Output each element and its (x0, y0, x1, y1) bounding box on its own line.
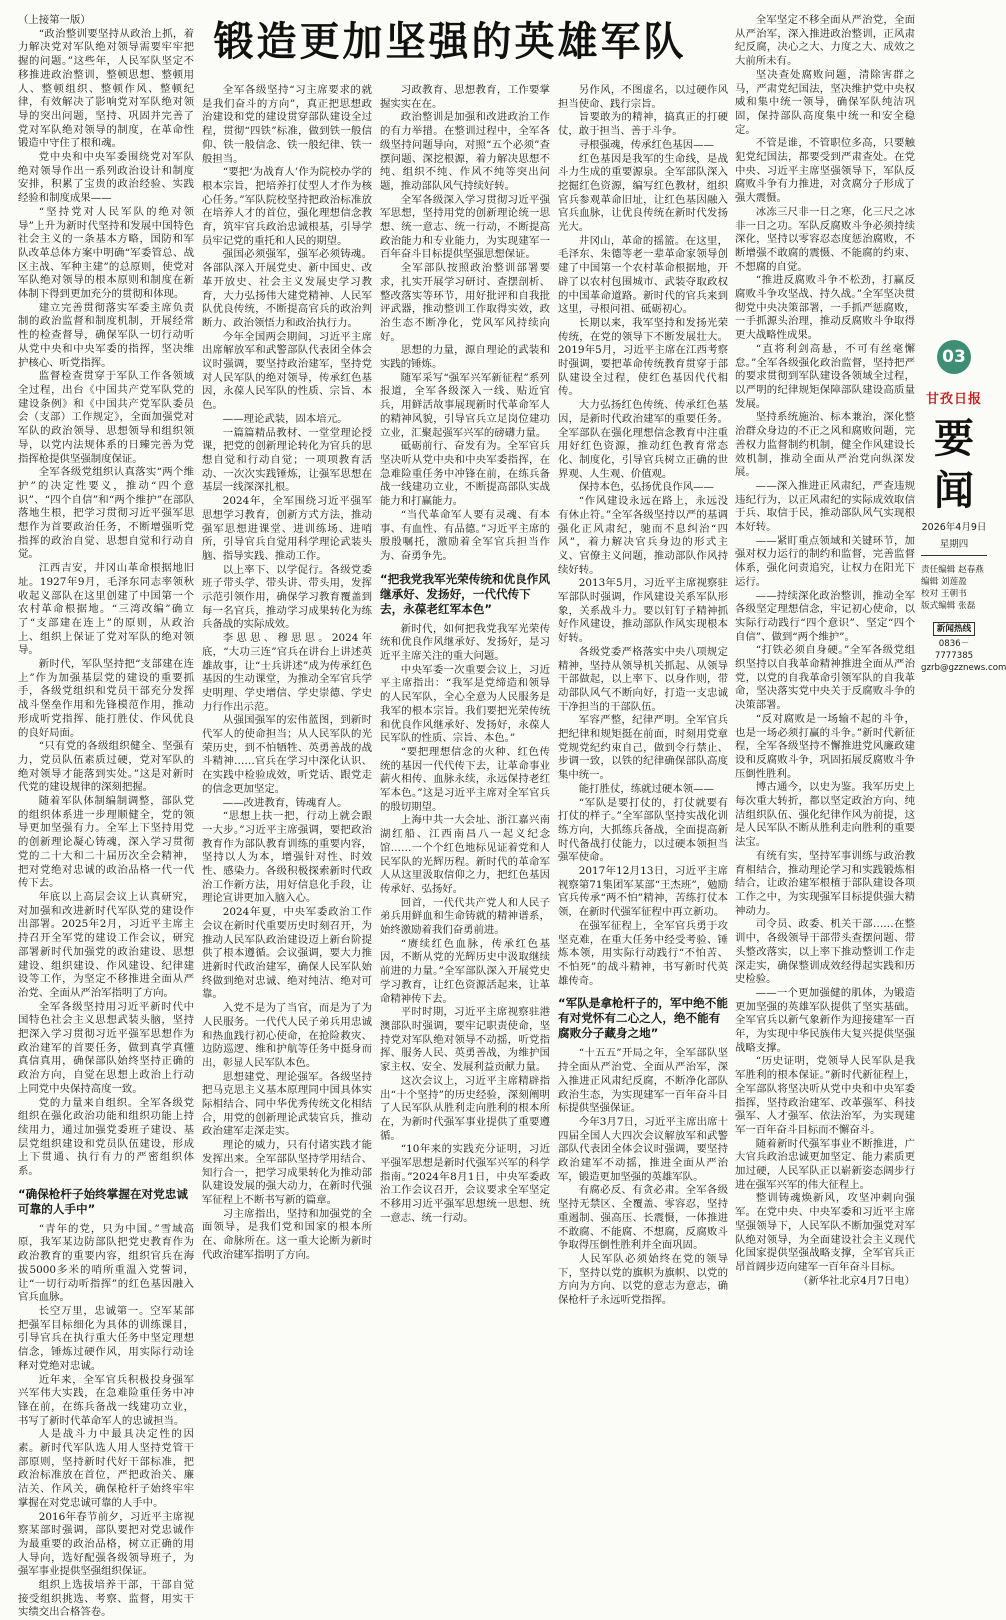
staff-line: 责任编辑 赵春燕 (921, 565, 984, 575)
news-hotline (921, 622, 1006, 674)
paragraph: 2024年，全军围绕习近平强军思想学习教育，创新方式方法，推动强军思想进课堂、进训练场、进哨所，引导官兵自觉用科学理论武装头脑、指导实践、推动工作。 (202, 495, 372, 562)
paragraph: 全军各级党组织认真落实“两个维护”的决定性要义，推动“四个意识”、“四个自信”和“两个维护”在部队落地生根，把学习贯彻习近平强军思想作为首要政治任务，不断增强听党指挥的政治自觉、思想自觉和行动自觉。 (18, 466, 194, 561)
paragraph: 党的力量来自组织。全军各级党组织在强化政治功能和组织功能上持续用力，通过加强党委班子建设、基层党组织建设和党员队伍建设，形成上下贯通、执行有力的严密组织体系。 (18, 1096, 194, 1178)
paragraph: 回首，一代代共产党人和人民子弟兵用鲜血和生命铸就的精神谱系，始终激励着我们奋勇前进。 (380, 896, 550, 937)
newspaper-masthead: 甘孜日报 (925, 392, 982, 407)
paragraph: “思想上扶一把，行动上就会跟一大步。”习近平主席强调，要把政治教育作为部队教育训练的重要内容，坚持以人为本，增强针对性、时效性、感染力。各级积极探索新时代政治工作新方法，用好信息化手段，让理论宣讲更加入脑入心。 (202, 810, 372, 905)
paragraph: “十五五”开局之年，全军部队坚持全面从严治党、全面从严治军，深入推进正风肃纪反腐，不断净化部队政治生态，为实现建军一百年奋斗目标提供坚强保证。 (558, 1047, 728, 1115)
paragraph: 思想的力量，源自理论的武装和实践的锤炼。 (380, 344, 550, 371)
paragraph: 2013年5月，习近平主席视察驻军部队时强调，作风建设关系军队形象，关系战斗力。要以钉钉子精神抓好作风建设，推动部队作风实现根本好转。 (558, 577, 728, 645)
section-name: 要闻 (934, 416, 974, 514)
paragraph: 能打胜仗，练就过硬本领—— (578, 782, 714, 795)
paragraph: “要把理想信念的火种、红色传统的基因一代代传下去，让革命事业薪火相传、血脉永续，永远保持老红军本色。”这是习近平主席对全军官兵的殷切期望。 (380, 745, 550, 813)
paragraph: 随军采写“强军兴军新征程”系列报道，全军各级深入一线、贴近官兵，用鲜活故事展现新时代革命军人的精神风貌，引导官兵立足岗位建功立业，汇聚起强军兴军的磅礴力量。 (380, 371, 550, 439)
issue-weekday: 星期四 (939, 539, 969, 550)
hotline-phone: 0836－7777385 (934, 639, 974, 661)
paragraph: 全军各级坚持“习主席要求的就是我们奋斗的方向”，真正把思想政治建设和党的建设贯穿部队建设全过程，贯彻“四铁”标准，做到铁一般信仰、铁一般信念、铁一般纪律、铁一般担当。 (202, 84, 372, 165)
paragraph: 习政教育、思想教育，工作要掌握实实在在。 (380, 84, 550, 110)
paragraph: 整训铸魂焕新风，攻坚冲刺向强军。在党中央、中央军委和习近平主席坚强领导下，人民军队不断加强党对军队绝对领导，为全面建设社会主义现代化国家提供坚强战略支撑，全军官兵正昂首阔步迈向建军一百年奋斗目标。 (735, 1192, 915, 1273)
paragraph: “推进反腐败斗争不松劲，打赢反腐败斗争攻坚战、持久战。”全军坚决贯彻党中央决策部署，一手抓严惩腐败，一手抓源头治理，推动反腐败斗争取得更大战略性成果。 (735, 274, 915, 342)
paragraph: 2024年夏，中央军委政治工作会议在新时代重要历史时刻召开，为推动人民军队政治建设迈上新台阶提供了根本遵循。会议强调，要大力推进新时代政治建军，确保人民军队始终做到绝对忠诚、绝对纯洁、绝对可靠。 (202, 906, 372, 1001)
paragraph: 大力弘扬红色传统、传承红色基因，是新时代政治建军的重要任务。全军部队在强化理想信念教育中注重用好红色资源，推动红色教育常态化、制度化，引导官兵树立正确的世界观、人生观、价值观。 (558, 399, 728, 480)
paragraph: “要把‘为战育人’作为院校办学的根本宗旨，把培养打仗型人才作为核心任务。”军队院校坚持把政治标准放在培养人才的首位，强化理想信念教育，筑牢官兵政治忠诚根基，引导学员牢记党的重托和人民的期望。 (202, 166, 372, 247)
paragraph: 新时代，军队坚持把“支部建在连上”作为加强基层党的建设的重要抓手，各级党组织和党员干部充分发挥战斗堡垒作用和先锋模范作用，推动形成听党指挥、能打胜仗、作风优良的良好局面。 (18, 658, 194, 739)
paragraph: ——深入推进正风肃纪，严查违规违纪行为，以正风肃纪的实际成效取信于兵、取信于民，推动部队风气实现根本好转。 (735, 479, 915, 534)
paragraph: 坚决查处腐败问题，清除害群之马，严肃党纪国法，坚决维护党中央权威和集中统一领导，确保军队纯洁巩固，保持部队高度集中统一和安全稳定。 (735, 68, 915, 136)
page-number-badge: 03 (937, 340, 971, 374)
paragraph: 人民军队必须始终在党的领导下，坚持以党的旗帜为旗帜、以党的方向为方向、以党的意志为意志，确保枪杆子永远听党指挥。 (558, 1252, 728, 1307)
paragraph: “历史证明，党领导人民军队是我军胜利的根本保证。”新时代新征程上，全军部队将坚决听从党中央和中央军委指挥，坚持政治建军、改革强军、科技强军、人才强军、依法治军，为实现建军一百年奋斗目标而不懈奋斗。 (735, 1055, 915, 1136)
paragraph: “青年的党，只为中国。”雪域高原，我军某边防部队把党史教育作为政治教育的重要内容，组织官兵在海拔5000多米的哨所重温入党誓词，让“一切行动听指挥”的红色基因融入官兵血脉。 (18, 1222, 194, 1304)
paragraph: 入党不是为了当官，而是为了为人民服务。一代代人民子弟兵用忠诚和热血践行初心使命，在抢险救灾、边防巡逻、维和护航等任务中挺身而出，彰显人民军队本色。 (202, 1002, 372, 1069)
paragraph: ——改进教育，铸魂育人。 (222, 796, 348, 809)
paragraph: 有腐必反、有贪必肃。全军各级坚持无禁区、全覆盖、零容忍，坚持重遏制、强高压、长震慑，一体推进不敢腐、不能腐、不想腐，反腐败斗争取得压倒性胜利并全面巩固。 (558, 1184, 728, 1252)
article-column-1 (18, 14, 194, 1619)
paragraph: 各级党委严格落实中央八项规定精神，坚持从领导机关抓起、从领导干部做起，以上率下、以身作则，带动部队风气不断向好，打造一支忠诚干净担当的干部队伍。 (558, 645, 728, 713)
paragraph: 全军部队按照政治整训部署要求，扎实开展学习研讨、查摆剖析、整改落实等环节，用好批评和自我批评武器，推动整训工作取得实效，政治生态不断净化，党风军风持续向好。 (380, 262, 550, 343)
paragraph: 随着军队体制编制调整，部队党的组织体系进一步理顺健全，党的领导更加坚强有力。全军上下坚持用党的创新理论凝心铸魂，深入学习贯彻党的二十大和二十届历次全会精神，把对党绝对忠诚的政治品格一代一代传下去。 (18, 795, 194, 890)
staff-line: 版式编辑 张磊 (921, 601, 976, 611)
paragraph: 李思思、穆思思。2024年底，“大功三连”官兵在讲台上讲述英雄故事，让“士兵讲述”成为传承红色基因的生动课堂，为推动全军官兵学史明理、学史增信、学史崇德、学史力行作出示范。 (202, 632, 372, 713)
continued-from-note: （上接第一版） (18, 14, 91, 26)
staff-credits (921, 564, 987, 612)
hotline-label: 新闻热线 (933, 622, 975, 636)
article-column-5 (735, 14, 915, 1424)
paragraph: 党中央和中央军委围绕党对军队绝对领导作出一系列政治设计和制度安排，积累了宝贵的政治经验、实践经验和制度成果—— (18, 151, 194, 205)
section-subheading: “军队是拿枪杆子的，军中绝不能有对党怀有二心之人，绝不能有腐败分子藏身之地” (558, 996, 728, 1041)
paragraph: 近年来，全军官兵积极投身强军兴军伟大实践，在急难险重任务中冲锋在前，在练兵备战一线建功立业，书写了新时代革命军人的忠诚担当。 (18, 1373, 194, 1427)
paragraph: 2016年春节前夕，习近平主席视察某部时强调，部队要把对党忠诚作为最重要的政治品格，树立正确的用人导向，选好配强各级领导班子，为强军事业提供坚强组织保证。 (18, 1510, 194, 1578)
paragraph: 另作风，不图虚名，以过硬作风担当使命、践行宗旨。 (558, 84, 728, 110)
paragraph: 有统有实，坚持军事训练与政治教育相结合，推动理论学习和实践锻炼相结合，让政治建军根植于部队建设各项工作之中，为实现强军目标提供强大精神动力。 (735, 849, 915, 917)
paragraph: 寻根强魂，传承红色基因—— (578, 138, 714, 151)
paragraph: 全军各级坚持用习近平新时代中国特色社会主义思想武装头脑，坚持把深入学习贯彻习近平强军思想作为政治建军的首要任务，做到真学真懂真信真用，确保部队始终坚持正确的政治方向，自觉在思想上政治上行动上同党中央保持高度一致。 (18, 1000, 194, 1095)
page-headline: 锻造更加坚强的英雄军队 (213, 19, 687, 65)
paragraph: 井冈山，革命的摇篮。在这里，毛泽东、朱德等老一辈革命家领导创建了中国第一个农村革命根据地，开辟了以农村包围城市、武装夺取政权的中国革命道路。新时代的官兵来到这里，寻根问祖、砥砺初心。 (558, 234, 728, 316)
paragraph: 长期以来，我军坚持和发扬光荣传统，在党的领导下不断发展壮大。2019年5月，习近平主席在江西考察时强调，要把革命传统教育贯穿于部队建设全过程，使红色基因代代相传。 (558, 316, 728, 398)
paragraph: “坚持党对人民军队的绝对领导”上升为新时代坚持和发展中国特色社会主义的一条基本方略，国防和军队改革总体方案中明确“军委管总、战区主战、军种主建”的总原则，使党对军队绝对领导的根本原则和制度在新体制下得到更加充分的贯彻和体现。 (18, 205, 194, 301)
paragraph: ——理论武装，固本培元。 (222, 412, 348, 425)
section-subheading: “确保枪杆子始终掌握在对党忠诚可靠的人手中” (18, 1186, 188, 1216)
paragraph: 平时时期，习近平主席视察驻港澳部队时强调，要牢记职责使命，坚持党对军队绝对领导不动摇，听党指挥、服务人民、英勇善战，为维护国家主权、安全、发展利益贡献力量。 (380, 1006, 550, 1074)
paragraph: 这次会议上，习近平主席精辟指出“十个坚持”的历史经验，深刻阐明了人民军队从胜利走向胜利的根本所在，为新时代强军事业提供了重要遵循。 (380, 1074, 550, 1142)
paragraph: 长空万里，忠诚第一。空军某部把强军目标细化为具体的训练课目，引导官兵在执行重大任务中坚定理想信念，锤炼过硬作风，用实际行动诠释对党绝对忠诚。 (18, 1304, 194, 1372)
paragraph: 保持本色，弘扬优良作风—— (578, 481, 714, 494)
divider (921, 555, 987, 556)
paragraph: 今年3月7日，习近平主席出席十四届全国人大四次会议解放军和武警部队代表团全体会议时强调，要坚持政治建军不动摇，推进全面从严治军，锻造更加坚强的英雄军队。 (558, 1115, 728, 1183)
contact-email: gzrb@gzznews.com (921, 663, 1006, 673)
paragraph: 江西吉安，井冈山革命根据地旧址。1927年9月，毛泽东同志率领秋收起义部队在这里创建了中国第一个农村革命根据地。“三湾改编”确立了“支部建在连上”的原则，从政治上、组织上保证了党对军队的绝对领导。 (18, 562, 194, 657)
paragraph: 在强军征程上，全军官兵勇于攻坚克难，在重大任务中经受考验、锤炼本领，用实际行动践行“不怕苦、不怕死”的战斗精神，书写新时代英雄传奇。 (558, 919, 728, 987)
paragraph: “政治整训要坚持从政治上抓，着力解决党对军队绝对领导需要牢牢把握的问题。”这些年，人民军队坚定不移推进政治整训，整顿思想、整顿用人、整顿组织、整顿作风、整顿纪律，有效解决了影响党对军队绝对领导的突出问题，坚持、巩固并完善了党对军队绝对领导的制度，在革命性锻造中守住了根和魂。 (18, 27, 194, 150)
paragraph: “赓续红色血脉，传承红色基因，不断从党的光辉历史中汲取继续前进的力量。”全军部队深入开展党史学习教育，让红色资源活起来，让革命精神传下去。 (380, 937, 550, 1005)
paragraph: 组织上选拔培养干部，干部自觉接受组织挑选、考察、监督，用实干实绩交出合格答卷。 (18, 1579, 194, 1619)
paragraph: ——持续深化政治整训，推动全军各级坚定理想信念，牢记初心使命，以实际行动践行“四个意识”、坚定“四个自信”、做到“两个维护”。 (735, 589, 915, 643)
paragraph: 军容严整，纪律严明。全军官兵把纪律和规矩挺在前面，时刻用党章党规党纪约束自己，做到令行禁止、步调一致，以铁的纪律确保部队高度集中统一。 (558, 714, 728, 782)
paragraph: 2017年12月13日，习近平主席视察第71集团军某部“王杰班”，勉励官兵传承“两不怕”精神，苦练打仗本领，在新时代强军征程中再立新功。 (558, 865, 728, 919)
section-subheading: “把我党我军光荣传统和优良作风继承好、发扬好，一代代传下去，永葆老红军本色” (380, 571, 550, 616)
paragraph: 全军坚定不移全面从严治党，全面从严治军，深入推进政治整训，正风肃纪反腐，决心之大、力度之大、成效之大前所未有。 (735, 14, 915, 68)
paragraph: 不管是谁，不管职位多高，只要触犯党纪国法，都要受到严肃查处。在党中央、习近平主席坚强领导下，军队反腐败斗争有力推进，对贪腐分子形成了强大震慑。 (735, 137, 915, 205)
paragraph: 今年全国两会期间，习近平主席出席解放军和武警部队代表团全体会议时强调，要坚持政治建军，坚持党对人民军队的绝对领导，传承红色基因，永葆人民军队的性质、宗旨、本色。 (202, 330, 372, 412)
staff-line: 编辑 刘莲盈 (921, 577, 967, 587)
paragraph: 冰冻三尺非一日之寒，化三尺之冰非一日之功。军队反腐败斗争必须持续深化，坚持以零容忍态度惩治腐败，不断增强不敢腐的震慑、不能腐的约束、不想腐的自觉。 (735, 205, 915, 273)
paragraph: 思想建党、理论强军。各级坚持把马克思主义基本原理同中国具体实际相结合、同中华优秀传统文化相结合，用党的创新理论武装官兵，推动政治建军走深走实。 (202, 1070, 372, 1138)
paragraph: 全军各级深入学习贯彻习近平强军思想，坚持用党的创新理论统一思想、统一意志、统一行动，不断提高政治能力和专业能力，为实现建军一百年奋斗目标提供坚强思想保证。 (380, 193, 550, 261)
staff-line: 校对 王朝书 (921, 589, 967, 599)
paragraph: ——紧盯重点领域和关键环节，加强对权力运行的制约和监督，完善监督体系，强化问责追究，让权力在阳光下运行。 (735, 534, 915, 588)
paragraph: “10年来的实践充分证明，习近平强军思想是新时代强军兴军的科学指南。”2024年8月1日，中央军委政治工作会议召开，会议要求全军坚定不移用习近平强军思想统一思想、统一意志、统一行动。 (380, 1143, 550, 1224)
paragraph: ——一个更加强健的肌体，为锻造更加坚强的英雄军队提供了坚实基础。全军官兵以新气象新作为迎接建军一百年，为实现中华民族伟大复兴提供坚强战略支撑。 (735, 986, 915, 1054)
paragraph: 中央军委一次重要会议上，习近平主席指出：“我军是党缔造和领导的人民军队，全心全意为人民服务是我军的根本宗旨。我们要把光荣传统和优良作风继承好、发扬好，永葆人民军队的性质、宗旨、本色。” (380, 663, 550, 745)
paragraph: 上海中共一大会址、浙江嘉兴南湖红船、江西南昌八一起义纪念馆……一个个红色地标见证着党和人民军队的光辉历程。新时代的革命军人从这里汲取信仰之力，把红色基因传承好、弘扬好。 (380, 814, 550, 895)
paragraph: 以上率下、以学促行。各级党委班子带头学、带头讲、带头用，发挥示范引领作用，确保学习教育覆盖到每一名官兵，推动学习成果转化为练兵备战的实际成效。 (202, 563, 372, 631)
paragraph: 理论的威力，只有付诸实践才能发挥出来。全军部队坚持学用结合、知行合一，把学习成果转化为推动部队建设发展的强大动力，在新时代强军征程上不断书写新的篇章。 (202, 1139, 372, 1206)
paragraph: 习主席指出，坚持和加强党的全面领导，是我们党和国家的根本所在、命脉所在。这一重大论断为新时代政治建军指明了方向。 (202, 1207, 372, 1261)
paragraph: 从强国强军的宏伟蓝图，到新时代军人的使命担当；从人民军队的光荣历史，到不怕牺牲、英勇善战的战斗精神……官兵在学习中深化认识、在实践中检验成效，听党话、跟党走的信念更加坚定。 (202, 714, 372, 795)
paragraph: 砥砺前行、奋发有为。全军官兵坚决听从党中央和中央军委指挥，在急难险重任务中冲锋在前，在练兵备战一线建功立业，不断提高部队实战能力和打赢能力。 (380, 440, 550, 508)
paragraph: “军队是要打仗的，打仗就要有打仗的样子。”全军部队坚持实战化训练方向，大抓练兵备战，全面提高新时代备战打仗能力，以过硬本领担当强军使命。 (558, 796, 728, 864)
page-info-panel (921, 340, 1006, 674)
paragraph: 随着新时代强军事业不断推进，广大官兵政治忠诚更加坚定、能力素质更加过硬，人民军队正以崭新姿态阔步行进在强军兴军的伟大征程上。 (735, 1137, 915, 1191)
paragraph: 政治整训是加强和改进政治工作的有力举措。在整训过程中，全军各级坚持问题导向，对照“五个必须”查摆问题、深挖根源，着力解决思想不纯、组织不纯、作风不纯等突出问题，推动部队风气持续好转。 (380, 111, 550, 192)
paragraph: 博古通今，以史为鉴。我军历史上每次重大转折，都以坚定政治方向、纯洁组织队伍、强化纪律作风为前提，这是人民军队不断从胜利走向胜利的重要法宝。 (735, 781, 915, 849)
paragraph: 红色基因是我军的生命线，是战斗力生成的重要源泉。全军部队深入挖掘红色资源，编写红色教材，组织官兵参观革命旧址，让红色基因融入官兵血脉，让优良传统在新时代发扬光大。 (558, 152, 728, 234)
article-column-2 (202, 84, 372, 1424)
paragraph: 坚持系统施治、标本兼治，深化整治群众身边的不正之风和腐败问题，完善权力监督制约机制，健全作风建设长效机制，推动全面从严治党向纵深发展。 (735, 411, 915, 479)
paragraph: “作风建设永远在路上，永远没有休止符。”全军各级坚持以严的基调强化正风肃纪，驰而不息纠治“四风”，着力解决官兵身边的形式主义、官僚主义问题，推动部队作风持续好转。 (558, 495, 728, 576)
paragraph: “打铁必须自身硬。”全军各级党组织坚持以自我革命精神推进全面从严治党，以党的自我革命引领军队的自我革命，坚决落实党中央关于反腐败斗争的决策部署。 (735, 644, 915, 712)
issue-date: 2026年4月9日 (921, 522, 987, 533)
paragraph: “反对腐败是一场输不起的斗争，也是一场必须打赢的斗争。”新时代新征程，全军各级坚持不懈推进党风廉政建设和反腐败斗争，巩固拓展反腐败斗争压倒性胜利。 (735, 712, 915, 780)
paragraph: “只有党的各级组织健全、坚强有力，党员队伍素质过硬，党对军队的绝对领导才能落到实处。”这是对新时代党的建设规律的深刻把握。 (18, 740, 194, 794)
paragraph: 监督检查贯穿于军队工作各领域全过程，出台《中国共产党军队党的建设条例》和《中国共产党军队委员会（支部）工作规定》，全面加强党对军队的政治领导、思想领导和组织领导，以党内法规体系的日臻完善为党指挥枪提供坚强制度保证。 (18, 370, 194, 465)
paragraph: 一篇篇精品教材、一堂堂理论授课，把党的创新理论转化为官兵的思想自觉和行动自觉；一项项教育活动、一次次实践锤炼，让强军思想在基层一线深深扎根。 (202, 426, 372, 494)
paragraph: 强国必须强军，强军必须铸魂。各部队深入开展党史、新中国史、改革开放史、社会主义发展史学习教育，大力弘扬伟大建党精神、人民军队优良传统，不断提高官兵的政治判断力、政治领悟力和政治执行力。 (202, 248, 372, 329)
paragraph: 旨要敢为的精神，搞真正的打硬仗，敢于担当、善于斗争。 (558, 111, 728, 138)
paragraph: 人是战斗力中最具决定性的因素。新时代军队选人用人坚持党管干部原则，坚持新时代好干部标准，把政治标准放在首位，严把政治关、廉洁关、作风关，确保枪杆子始终牢牢掌握在对党忠诚可靠的人手中。 (18, 1428, 194, 1509)
paragraph: 年底以上高层会议上认真研究，对加强和改进新时代军队党的建设作出部署。2025年2月，习近平主席主持召开全军党的建设工作会议，研究部署新时代加强党的政治建设、思想建设、组织建设、作风建设、纪律建设等工作，为坚定不移推进全面从严治党、全面从严治军指明了方向。 (18, 891, 194, 999)
dateline-credit: （新华社北京4月7日电） (797, 1274, 915, 1287)
paragraph: 建立完善贯彻落实军委主席负责制的政治监督和制度机制，开展经常性的检查督导，确保军队一切行动听从党中央和中央军委的指挥，坚决维护核心、听党指挥。 (18, 301, 194, 369)
paragraph: 新时代，如何把我党我军光荣传统和优良作风继承好、发扬好，是习近平主席关注的重大问题。 (380, 622, 550, 663)
paragraph: “当代革命军人要有灵魂、有本事、有血性、有品德。”习近平主席的殷殷嘱托，激励着全军官兵担当作为、奋勇争先。 (380, 508, 550, 562)
article-column-4 (558, 84, 728, 1424)
paragraph: “直将利剑高悬，不可有丝毫懈怠。”全军各级强化政治监督，坚持把严的要求贯彻到军队建设各领域全过程，以严明的纪律规矩保障部队建设高质量发展。 (735, 342, 915, 410)
paragraph: 司令员、政委、机关干部……在整训中，各级领导干部带头查摆问题、带头整改落实，以上率下推动整训工作走深走实，确保整训成效经得起实践和历史检验。 (735, 918, 915, 986)
article-column-3 (380, 84, 550, 1424)
